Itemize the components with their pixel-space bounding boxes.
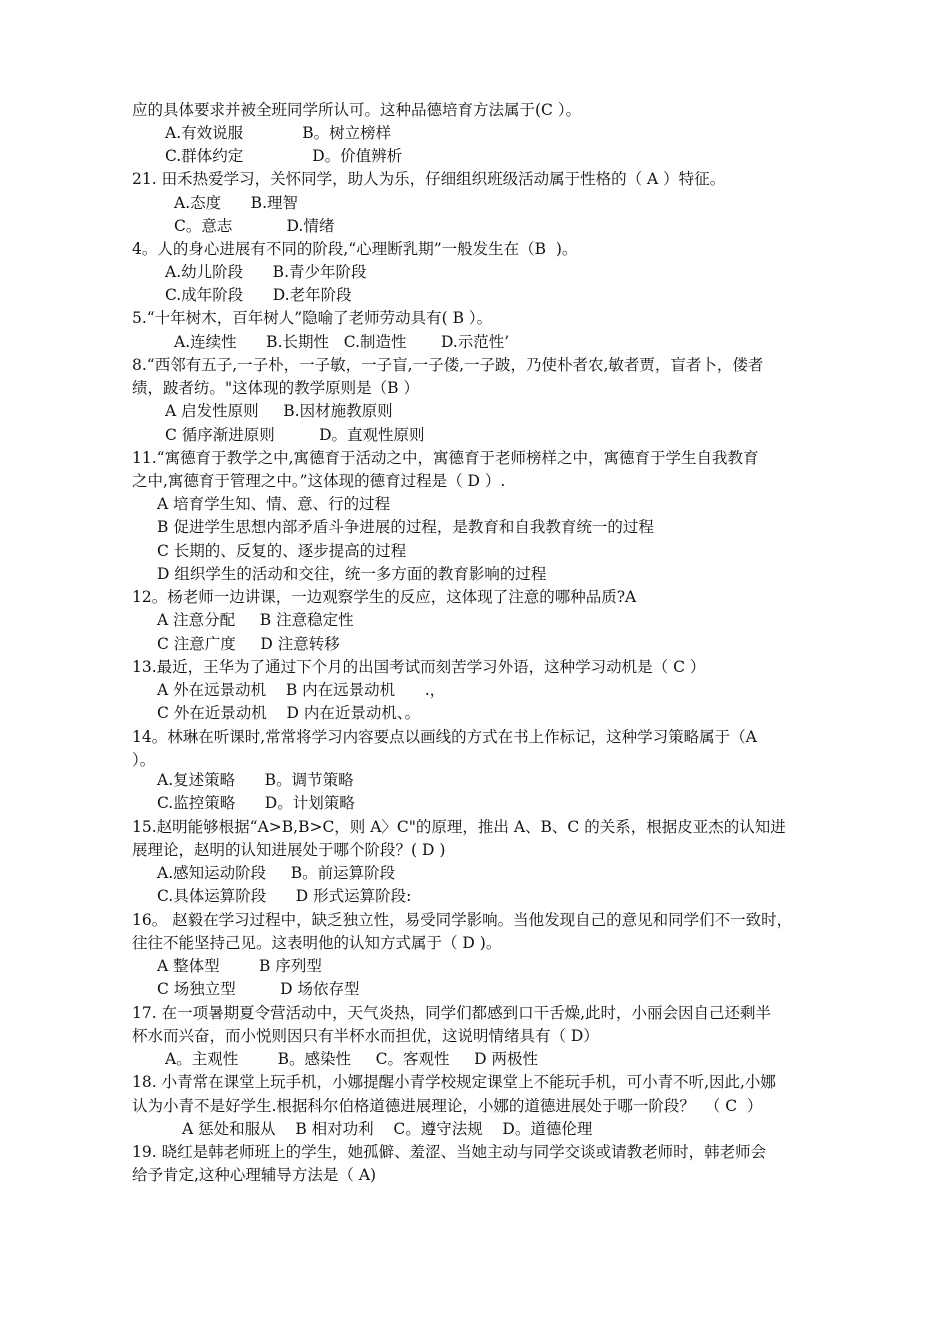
option-line: C 场独立型 D 场依存型 bbox=[157, 980, 360, 998]
question-8: 8.“西邻有五子,一子朴，一子敏，一子盲,一子偻,一子跛，乃使朴者农,敏者贾，盲者卜，偻者 bbox=[132, 356, 764, 374]
option-line: A 启发性原则 B.因材施教原则 bbox=[165, 402, 393, 420]
option-line: C.群体约定 D。价值辨析 bbox=[165, 147, 403, 165]
option-line: A 外在远景动机 B 内在远景动机 .， bbox=[157, 681, 446, 699]
option-line: B 促进学生思想内部矛盾斗争进展的过程，是教育和自我教育统一的过程 bbox=[157, 518, 654, 536]
option-line: C.监控策略 D。计划策略 bbox=[157, 794, 355, 812]
option-line: D 组织学生的活动和交往，统一多方面的教育影响的过程 bbox=[157, 565, 547, 583]
question-21: 21. 田禾热爱学习，关怀同学，助人为乐，仔细组织班级活动属于性格的（ A ）特征。 bbox=[132, 170, 726, 188]
option-line: A.感知运动阶段 B。前运算阶段 bbox=[157, 864, 396, 882]
text-line: 之中,寓德育于管理之中。”这体现的德育过程是（ D ）. bbox=[132, 472, 506, 490]
option-line: A 培育学生知、情、意、行的过程 bbox=[157, 495, 391, 513]
question-4: 4。人的身心进展有不同的阶段,“心理断乳期”一般发生在（B )。 bbox=[132, 240, 578, 258]
text-line: 杯水而兴奋，而小悦则因只有半杯水而担优，这说明情绪具有（ D） bbox=[132, 1027, 599, 1045]
option-line: A 注意分配 B 注意稳定性 bbox=[157, 611, 354, 629]
question-12: 12。杨老师一边讲课，一边观察学生的反应，这体现了注意的哪种品质?A bbox=[132, 588, 637, 606]
text-line: 应的具体要求并被全班同学所认可。这种品德培育方法属于(C ）。 bbox=[132, 101, 582, 119]
question-11: 11.“寓德育于教学之中,寓德育于活动之中，寓德育于老师榜样之中，寓德育于学生自我教育 bbox=[132, 449, 759, 467]
option-line: C.具体运算阶段 D 形式运算阶段: bbox=[157, 887, 412, 905]
option-line: A 整体型 B 序列型 bbox=[157, 957, 322, 975]
text-line: ）。 bbox=[132, 751, 156, 769]
option-line: C。意志 D.情绪 bbox=[174, 217, 335, 235]
question-16: 16。 赵毅在学习过程中，缺乏独立性，易受同学影响。当他发现自己的意见和同学们不一致时， bbox=[132, 911, 793, 929]
option-line: A。主观性 B。感染性 C。客观性 D 两极性 bbox=[165, 1050, 538, 1068]
text-line: 展理论，赵明的认知进展处于哪个阶段？( D ) bbox=[132, 841, 446, 859]
option-line: A.连续性 B.长期性 C.制造性 D.示范性’ bbox=[174, 333, 510, 351]
option-line: A.有效说服 B。树立榜样 bbox=[165, 124, 392, 142]
question-18: 18. 小青常在课堂上玩手机，小娜提醒小青学校规定课堂上不能玩手机，可小青不听,因此,小娜 bbox=[132, 1073, 776, 1091]
question-19: 19. 晓红是韩老师班上的学生，她孤僻、羞涩、当她主动与同学交谈或请教老师时，韩老师会 bbox=[132, 1143, 767, 1161]
question-5: 5.“十年树木，百年树人”隐喻了老师劳动具有( B ）。 bbox=[132, 309, 493, 327]
option-line: C 循序渐进原则 D。直观性原则 bbox=[165, 426, 425, 444]
question-15: 15.赵明能够根据“A>B,B>C，则 A〉C"的原理，推出 A、B、C 的关系，根据皮亚杰的认知进 bbox=[132, 818, 786, 836]
text-line: 给予肯定,这种心理辅导方法是（ A) bbox=[132, 1166, 377, 1184]
option-line: C.成年阶段 D.老年阶段 bbox=[165, 286, 352, 304]
question-17: 17. 在一项暑期夏令营活动中，天气炎热，同学们都感到口干舌燥,此时，小丽会因自己还剩半 bbox=[132, 1004, 772, 1022]
option-line: A.态度 B.理智 bbox=[174, 194, 299, 212]
question-14: 14。林琳在听课时,常常将学习内容要点以画线的方式在书上作标记，这种学习策略属于（A bbox=[132, 728, 757, 746]
option-line: A.幼儿阶段 B.青少年阶段 bbox=[165, 263, 367, 281]
option-line: C 外在近景动机 D 内在近景动机、。 bbox=[157, 704, 421, 722]
option-line: A.复述策略 B。调节策略 bbox=[157, 771, 354, 789]
option-line: A 惩处和服从 B 相对功利 C。遵守法规 D。道德伦理 bbox=[182, 1120, 593, 1138]
question-13: 13.最近，王华为了通过下个月的出国考试而刻苦学习外语，这种学习动机是（ C ） bbox=[132, 658, 706, 676]
option-line: C 注意广度 D 注意转移 bbox=[157, 635, 340, 653]
text-line: 绩，跛者纺。"这体现的教学原则是（B ） bbox=[132, 379, 419, 397]
text-line: 往往不能坚持己见。这表明他的认知方式属于（ D )。 bbox=[132, 934, 502, 952]
option-line: C 长期的、反复的、逐步提高的过程 bbox=[157, 542, 407, 560]
text-line: 认为小青不是好学生.根据科尔伯格道德进展理论，小娜的道德进展处于哪一阶段？ （ C ） bbox=[132, 1097, 763, 1115]
